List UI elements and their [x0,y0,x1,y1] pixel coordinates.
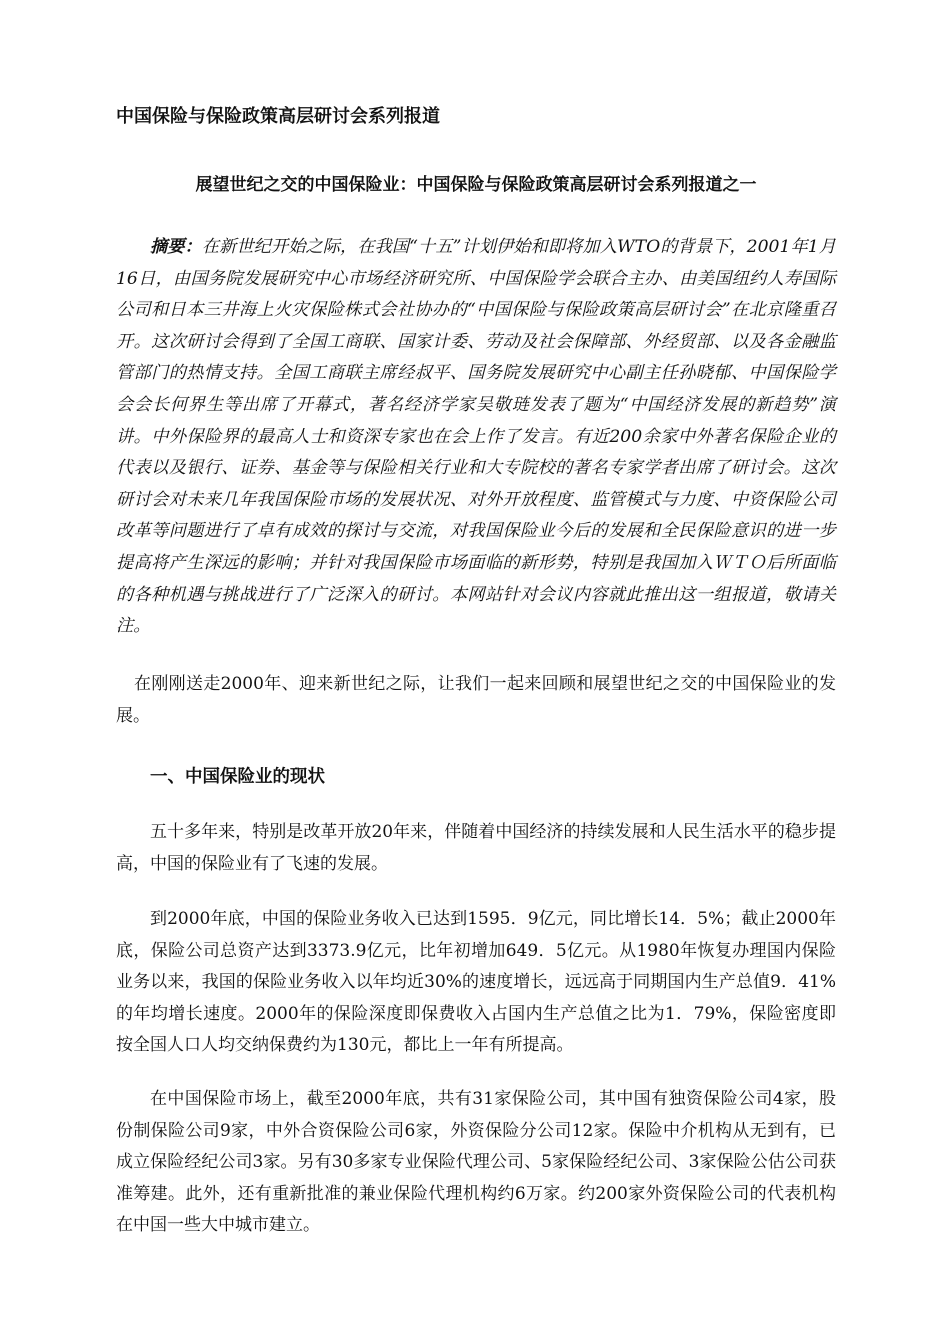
body-paragraph: 五十多年来，特别是改革开放20年来，伴随着中国经济的持续发展和人民生活水平的稳步提高，中国的保险业有了飞速的发展。 [116,822,836,874]
abstract [116,232,836,643]
abstract-label: 摘要： [150,237,202,257]
abstract-text: 在新世纪开始之际，在我国“十五”计划伊始和即将加入WTO的背景下，2001年1月16日，由国务院发展研究中心市场经济研究所、中国保险学会联合主办、由美国纽约人寿国际公司和日本三井海上火灾保险株式会社协办的“中国保险与保险政策高层研讨会”在北京隆重召开。这次研讨会得到了全国工商联、国家计委、劳动及社会保障部、外经贸部、以及各金融监管部门的热情支持。全国工商联主席经叔平、国务院发展研究中心副主任孙晓郁、中国保险学会会长何界生等出席了开幕式，著名经济学家吴敬琏发表了题为“中国经济发展的新趋势”演讲。中外保险界的最高人士和资深专家也在会上作了发言。有近200余家中外著名保险企业的代表以及银行、证券、基金等与保险相关行业和大专院校的著名专家学者出席了研讨会。这次研讨会对未来几年我国保险市场的发展状况、对外开放程度、监管模式与力度、中资保险公司改革等问题进行了卓有成效的探讨与交流，对我国保险业今后的发展和全民保险意识的进一步提高将产生深远的影响；并针对我国保险市场面临的新形势，特别是我国加入ＷＴＯ后所面临的各种机遇与挑战进行了广泛深入的研讨。本网站针对会议内容就此推出这一组报道，敬请关注。 [116,237,836,637]
section-heading: 一、中国保险业的现状 [150,767,325,787]
series-title: 中国保险与保险政策高层研讨会系列报道 [116,106,440,127]
body-paragraph: 到2000年底，中国的保险业务收入已达到1595．9亿元，同比增长14．5%；截止2000年底，保险公司总资产达到3373.9亿元，比年初增加649．5亿元。从1980年恢复办理国内保险业务以来，我国的保险业务收入以年均近30%的速度增长，远远高于同期国内生产总值9．41%的年均增长速度。2000年的保险深度即保费收入占国内生产总值之比为1．79%，保险密度即按全国人口人均交纳保费约为130元，都比上一年有所提高。 [116,909,836,1055]
intro-paragraph: 在刚刚送走2000年、迎来新世纪之际，让我们一起来回顾和展望世纪之交的中国保险业的发展。 [116,674,836,726]
body-paragraph: 在中国保险市场上，截至2000年底，共有31家保险公司，其中国有独资保险公司4家，股份制保险公司9家，中外合资保险公司6家，外资保险分公司12家。保险中介机构从无到有，已成立保险经纪公司3家。另有30多家专业保险代理公司、5家保险经纪公司、3家保险公估公司获准筹建。此外，还有重新批准的兼业保险代理机构约6万家。约200家外资保险公司的代表机构在中国一些大中城市建立。 [116,1089,836,1235]
article-title: 展望世纪之交的中国保险业：中国保险与保险政策高层研讨会系列报道之一 [195,175,757,195]
